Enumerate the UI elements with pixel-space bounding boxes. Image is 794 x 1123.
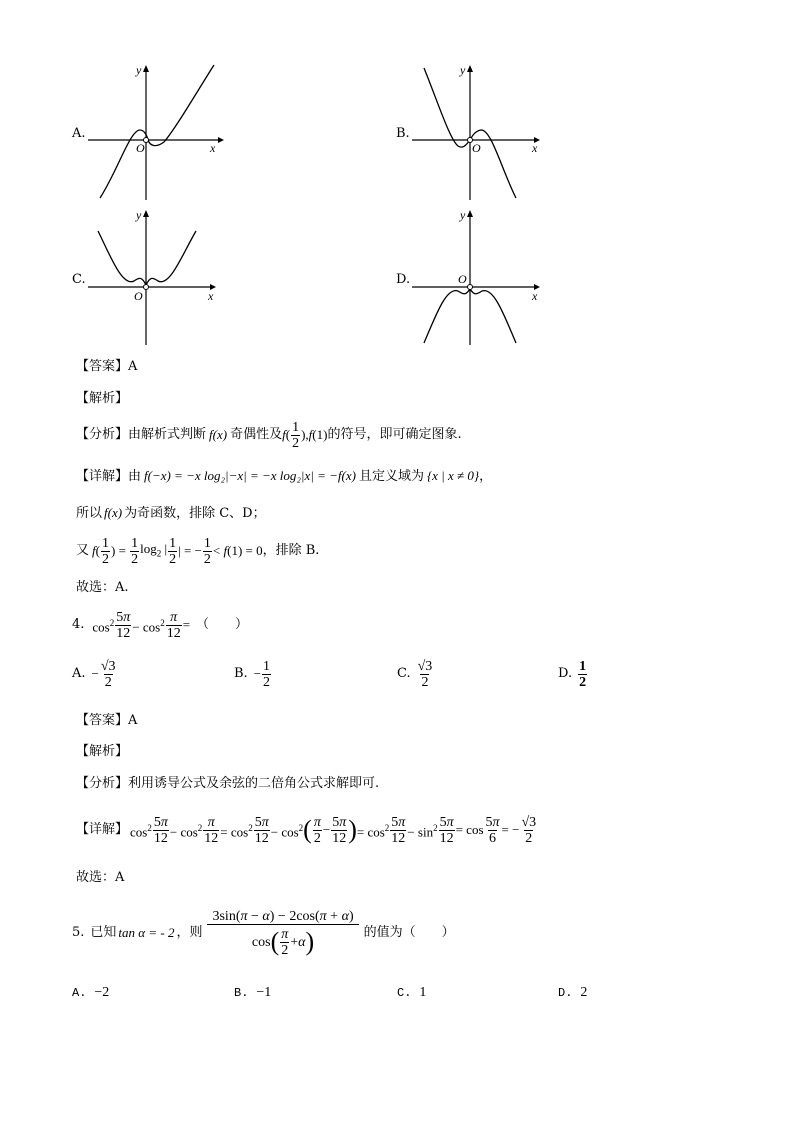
q4-option-b: B. − $\frac{1}{2}$ <box>234 658 271 690</box>
svg-text:y: y <box>460 63 466 77</box>
q4-analysis-tag: 【解析】 <box>76 744 129 759</box>
q4-option-d: D. $\frac{1}{2}$ <box>558 658 587 690</box>
graph-c <box>88 205 228 350</box>
q4-fenxi-line: 【分析】利用诱导公式及余弦的二倍角公式求解即可. <box>76 776 380 791</box>
q5-option-c: C. 1 <box>397 985 427 1000</box>
option-b-label: B. <box>396 126 410 141</box>
svg-text:O: O <box>134 289 143 303</box>
origin-label: O <box>136 141 145 155</box>
q4-detail-line: 【详解】 $\cos^2$ $\frac{5\pi}{12}$ − $\cos^2$ $\frac{\pi}{12}$ = $\cos^2$ $\frac{5\pi}{12}$ − $\cos^2$ ( $\frac{\pi}{2}$ − $\frac{5\pi}{12}$ ) = $\cos^2$ $\frac{5\pi}{12}$ − $\sin^2$ $\frac{5\pi}{12}$ = cos $\frac{5\pi}{6}$ = − $\frac{√3}{2}$ <box>76 814 537 846</box>
q4-stem: 4. $\cos^2$ $\frac{5\pi}{12}$ − $\cos^2$ $\frac{\pi}{12}$ = （ ） <box>72 609 249 641</box>
q4-answer-line: 【答案】A <box>76 713 138 728</box>
svg-text:y: y <box>136 208 142 222</box>
option-a-label: A. <box>72 126 86 141</box>
svg-text:O: O <box>472 141 481 155</box>
svg-text:x: x <box>532 141 538 155</box>
q5-option-b: B. −1 <box>234 985 272 1000</box>
q3-detail-line: 【详解】由 f(−x) = −x log₂|−x| = −x log₂|x| = −f(x) 且定义域为 {x | x ≠ 0}， <box>76 468 493 484</box>
svg-text:x: x <box>532 289 538 303</box>
svg-text:x: x <box>208 289 214 303</box>
svg-text:x: x <box>210 141 216 155</box>
graph-a <box>88 60 228 205</box>
q3-answer-line: 【答案】A <box>76 359 138 374</box>
graph-d <box>412 205 552 350</box>
q3-analysis-tag: 【解析】 <box>76 391 129 406</box>
q3-fenxi-line: 【分析】 由解析式判断 f(x) 奇偶性及 f ( $\frac{1}{2}$ ), f (1) 的符号，即可确定图象. <box>76 419 462 451</box>
q3-line3: 又 f ( $\frac{1}{2}$ ) = $\frac{1}{2}$ $\log_2$ | $\frac{1}{2}$ | = − $\frac{1}{2}$ < f (1) = 0 ，排除 B. <box>76 535 320 567</box>
q5-stem: 5. 已知 tan α = - 2 ，则 3sin(π − α) − 2cos(π + α) cos ( $\frac{\pi}{2}$ + α ) 的值为（ ） <box>72 908 455 958</box>
q5-option-d: D. 2 <box>558 985 588 1000</box>
q4-option-c: C. $\frac{√3}{2}$ <box>397 658 433 690</box>
q4-conclusion: 故选：A <box>76 870 125 885</box>
q3-conclusion: 故选：A. <box>76 580 129 595</box>
option-d-label: D. <box>396 272 411 287</box>
option-c-label: C. <box>72 272 86 287</box>
graph-b <box>412 60 552 205</box>
q5-option-a: A. −2 <box>72 985 110 1000</box>
svg-text:y: y <box>460 208 466 222</box>
q3-line2: 所以 f(x) 为奇函数，排除 C、D； <box>76 505 266 521</box>
q4-option-a: A. − $\frac{√3}{2}$ <box>72 658 116 690</box>
svg-text:y: y <box>136 63 142 77</box>
svg-text:O: O <box>458 272 467 286</box>
